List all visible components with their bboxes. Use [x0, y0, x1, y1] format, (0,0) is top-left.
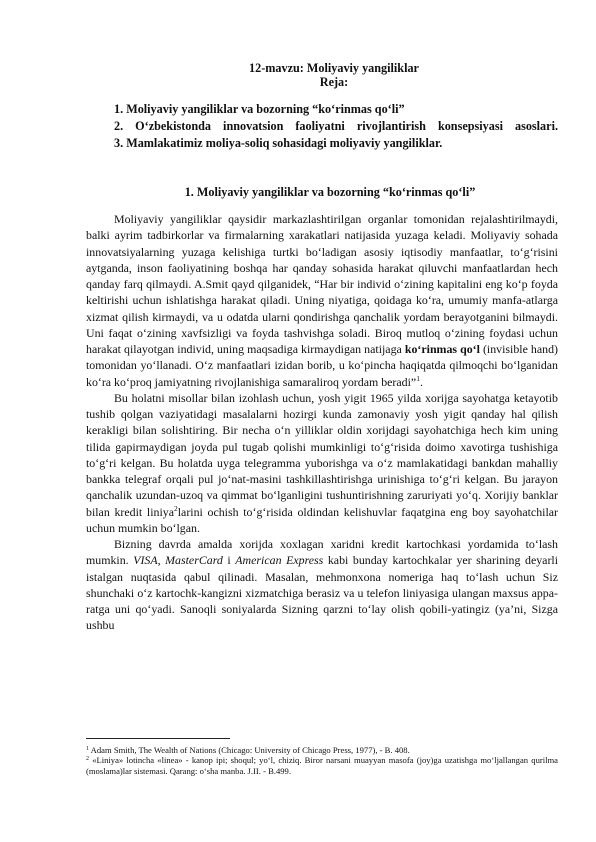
section-heading: 1. Moliyaviy yangiliklar va bozorning “ko‘rinmas qo‘li” [184, 185, 476, 199]
paragraph-3 [86, 536, 558, 634]
paragraph-text: (invisible hand) tomonidan yo‘llanadi. O‘z manfaatlari izidan borib, u ko‘pincha haqiqatda qilmoqchi bo‘lganidan ko‘ra ko‘proq jamiyatning rivojlanishiga samaraliroq yordam beradi” [86, 342, 558, 389]
footnote-text: «Liniya» lotincha «linea» - kanop ipi; shoqul; yo‘l, chiziq. Biror narsani muayyan masofa (joy)ga uzatishga mo‘ljallangan qurilma (moslama)lar sistemasi. Qarang: o‘sha manba. J.II. - B.499. [86, 755, 558, 776]
footnote-ref-2: 2 [173, 503, 178, 513]
paragraph-text: . [419, 374, 423, 389]
italic-term: VISA, MasterCard [133, 553, 223, 568]
plan-item-1: 1. Moliyaviy yangiliklar va bozorning “ko‘rinmas qo‘li” [114, 102, 405, 116]
paragraph-1 [86, 211, 558, 390]
footnote-1 [86, 745, 558, 755]
plan-item-2: 2. O‘zbekistonda innovatsion faoliyatni rivojlantirish konsepsiyasi asoslari. [114, 119, 558, 133]
footnotes [86, 745, 558, 776]
bold-term: ko‘rinmas qo‘l [404, 342, 480, 356]
footnote-2 [86, 755, 558, 776]
paragraph-text: Bu holatni misollar bilan izohlash uchun, yosh yigit 1965 yilda xorijga sayohatga ketayotib tushib qolgan vaziyatidagi masalalarni hozirgi kunda zamonaviy yosh yigit qanday hal qilish kerakligi bilan solishtiring. Bir necha o‘n yilliklar oldin xorijdagi sayohatchiga hech kim uning tilida gapirmaydigan joyda pul tugab qolishi mumkinligi to‘g‘risida doimo xavotirga tushishiga to‘g‘ri kelgan. Bu holatda uyga telegramma yuborishga va o‘z mamlakatidagi bankdan mahalliy bankka telegraf orqali pul jo‘nat-masini tashkillashtirishga urinishiga to‘g‘ri kelgan. Bu jarayon qanchalik uzundan-uzoq va qimmat bo‘lganligini tushuntirishning zaruriyati yo‘q. Xorijiy banklar bilan kredit liniya [86, 390, 558, 519]
footnote-text: Adam Smith, The Wealth of Nations (Chicago: University of Chicago Press, 1977), - B. 408. [89, 745, 410, 755]
footnote-mark: 1 [86, 746, 89, 752]
footnote-separator [86, 738, 230, 739]
footnote-ref-1: 1 [416, 373, 420, 383]
body-text [86, 211, 558, 634]
paragraph-2 [86, 390, 558, 536]
plan-label: Reja: [319, 75, 349, 89]
paragraph-text: Bizning davrda amalda xorijda xoxlagan xaridni kredit kartochkasi yordamida to‘lash mumkin. [86, 537, 558, 568]
paragraph-text: Moliyaviy yangiliklar qaysidir markazlashtirilgan organlar tomonidan rejalashtirilmaydi, balki ayrim tadbirkorlar va firmalarning xarakatlari natijasida yuzaga keladi. Moliyaviy sohada innovatsiyalarning yuzaga kelishiga turtki bo‘ladigan asosiy iqtisodiy manfaatlar, to‘g‘risini aytganda, inson faoliyatining boshqa har qanday sohasida harakat qiluvchi manfaatlardan hech qanday farq qilmaydi. A.Smit qayd qilganidek, “Har bir individ o‘zining kapitalini eng ko‘p foyda keltirishi uchun ishlatishga harakat qiladi. Uning niyatiga, qoidaga ko‘ra, umumiy manfa-atlarga xizmat qilish kirmaydi, va u odatda ularni qondirishga qanchalik yordam berayotganini bilmaydi. Uni faqat o‘zining xavfsizligi va foyda tashvishga soladi. Biroq mutloq o‘zining foydasi uchun harakat qilayotgan individ, uning maqsadiga kirmaydigan natijaga [86, 212, 558, 356]
plan-item-3: 3. Mamlakatimiz moliya-soliq sohasidagi moliyaviy yangiliklar. [114, 136, 443, 150]
paragraph-text: larini ochish to‘g‘risida oldindan kelishuvlar faqatgina eng boy sayohatchilar uchun mumkin bo‘lgan. [86, 504, 558, 535]
topic-title: 12-mavzu: Moliyaviy yangiliklar [249, 61, 419, 75]
paragraph-text: kabi bunday kartochkalar yer sharining deyarli istalgan nuqtasida qabul qilinadi. Masalan, mehmonxona nomeriga haq to‘lash uchun Siz shunchaki o‘z kartochk-kangizni xizmatchiga berasiz va u telefon liniyasiga ulangan maxsus appa-ratga uni qo‘yadi. Sanoqli soniyalarda Sizning qarzni to‘lay olish qobili-yatingiz (ya’ni, Sizga ushbu [86, 553, 559, 633]
paragraph-text: i [222, 553, 236, 568]
footnote-mark: 2 [86, 756, 89, 763]
italic-term: American Express [235, 553, 324, 568]
plan-list [86, 101, 558, 152]
